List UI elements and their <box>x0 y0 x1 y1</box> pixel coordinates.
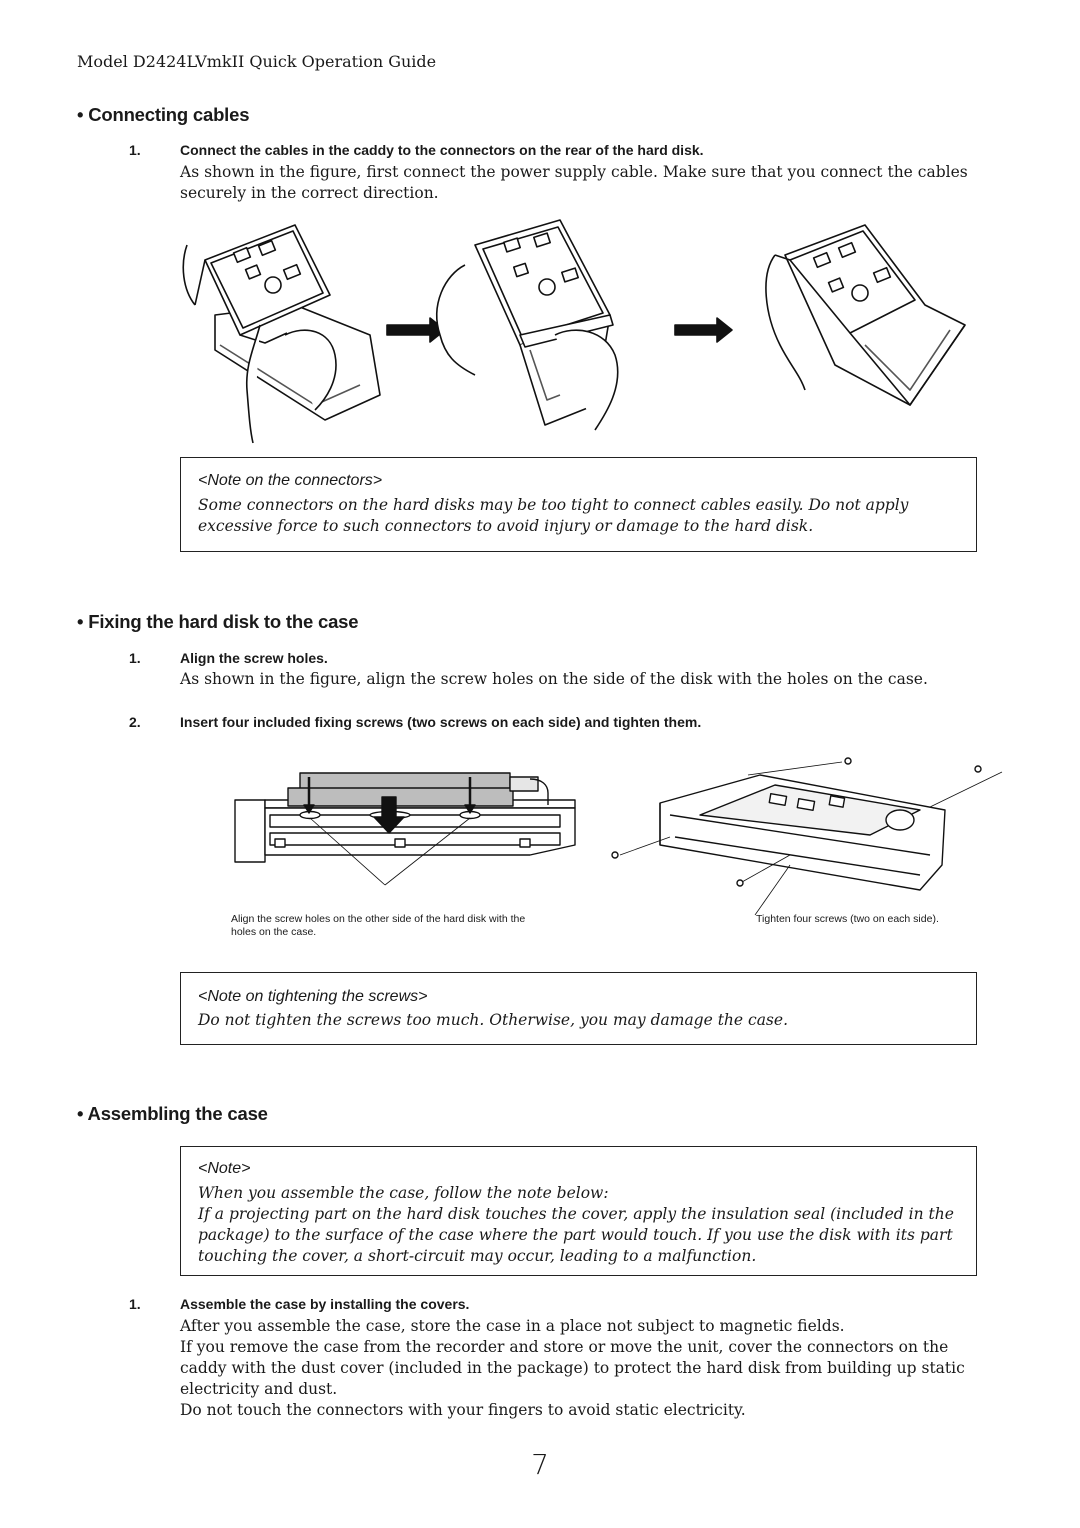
note-line: If a projecting part on the hard disk touches the cover, apply the insulation seal (included in the <box>198 1205 954 1223</box>
note-title: <Note on tightening the screws> <box>198 988 428 1005</box>
caption-line: Align the screw holes on the other side of the hard disk with the <box>231 913 526 925</box>
note-line: package) to the surface of the case where the part would touch. If you use the disk with its part <box>198 1226 953 1244</box>
note-body <box>198 1183 954 1267</box>
figure-caption-left <box>231 913 611 939</box>
screw-alignment-illustration <box>230 755 980 915</box>
step-title: Align the screw holes. <box>180 650 328 666</box>
step-body <box>180 1316 980 1421</box>
note-line: touching the cover, a short-circuit may occur, leading to a malfunction. <box>198 1247 757 1265</box>
note-assembly-box <box>180 1146 977 1276</box>
body-line: electricity and dust. <box>180 1380 338 1398</box>
note-line: excessive force to such connectors to avoid injury or damage to the hard disk. <box>198 517 814 535</box>
note-line: Some connectors on the hard disks may be too tight to connect cables easily. Do not apply <box>198 496 909 514</box>
body-line: If you remove the case from the recorder and store or move the unit, cover the connectors on the <box>180 1338 949 1356</box>
figure-caption-right: Tighten four screws (two on each side). <box>756 913 939 925</box>
step-title: Insert four included fixing screws (two screws on each side) and tighten them. <box>180 714 702 730</box>
note-connectors-box <box>180 457 977 552</box>
step-number: 1. <box>129 142 141 158</box>
note-title: <Note> <box>198 1160 251 1177</box>
body-line: securely in the correct direction. <box>180 184 439 202</box>
step-body: As shown in the figure, align the screw holes on the side of the disk with the holes on the case. <box>180 670 928 688</box>
connecting-cables-illustration <box>175 215 985 445</box>
step-number: 1. <box>129 1296 141 1312</box>
step-number: 2. <box>129 714 141 730</box>
section-heading-fixing-hard-disk: • Fixing the hard disk to the case <box>77 611 359 632</box>
step-body <box>180 162 980 204</box>
document-header: Model D2424LVmkII Quick Operation Guide <box>77 52 437 71</box>
section-heading-connecting-cables: • Connecting cables <box>77 104 250 125</box>
step-title: Connect the cables in the caddy to the connectors on the rear of the hard disk. <box>180 142 704 158</box>
body-line: After you assemble the case, store the case in a place not subject to magnetic fields. <box>180 1317 845 1335</box>
note-title: <Note on the connectors> <box>198 472 383 489</box>
note-screws-box <box>180 972 977 1045</box>
step-number: 1. <box>129 650 141 666</box>
step-item <box>129 142 1009 160</box>
body-line: Do not touch the connectors with your fingers to avoid static electricity. <box>180 1401 746 1419</box>
step-item <box>129 1296 1009 1314</box>
caption-line: holes on the case. <box>231 926 317 938</box>
note-body <box>198 495 908 537</box>
note-line: When you assemble the case, follow the note below: <box>198 1184 609 1202</box>
note-body: Do not tighten the screws too much. Otherwise, you may damage the case. <box>198 1011 788 1029</box>
section-heading-assembling-case: • Assembling the case <box>77 1103 268 1124</box>
page-number: 7 <box>531 1448 549 1481</box>
step-item <box>129 714 1009 732</box>
step-item <box>129 650 1009 668</box>
step-title: Assemble the case by installing the covers. <box>180 1296 470 1312</box>
body-line: As shown in the figure, first connect the power supply cable. Make sure that you connect the cables <box>180 163 968 181</box>
body-line: caddy with the dust cover (included in the package) to protect the hard disk from building up static <box>180 1359 965 1377</box>
